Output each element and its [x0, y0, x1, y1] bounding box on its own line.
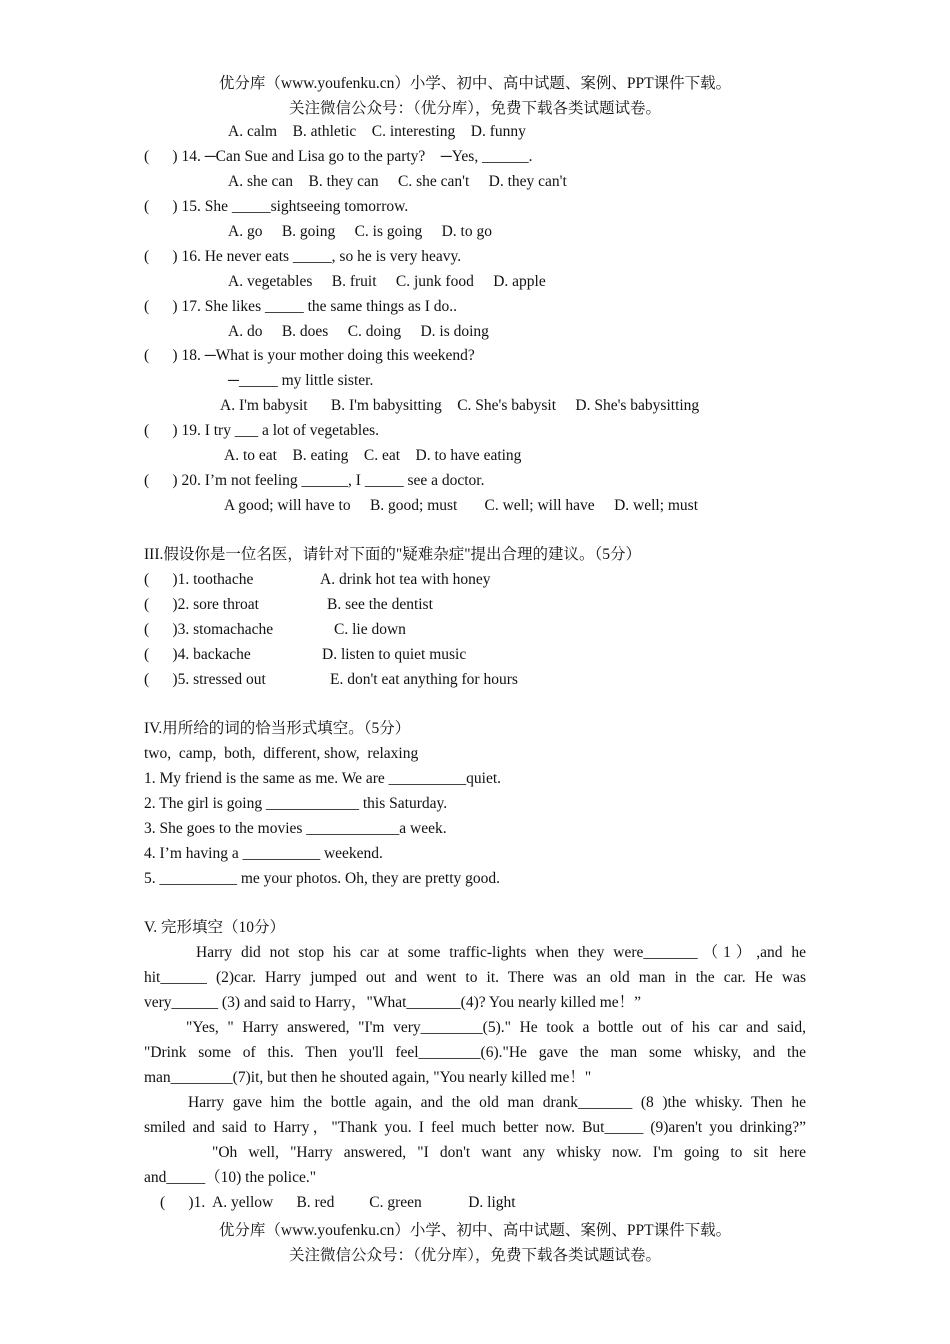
s3-row-5-right: E. don't eat anything for hours	[330, 671, 518, 688]
q15-options: A. go B. going C. is going D. to go	[228, 223, 492, 240]
footer-line-1: 优分库（www.youfenku.cn）小学、初中、高中试题、案例、PPT课件下载。	[218, 1222, 732, 1239]
q15-stem: ( ) 15. She _____sightseeing tomorrow.	[144, 198, 409, 215]
passage-p1-line-1: Harry did not stop his car at some traffic-lights when they were_______（1）,and he	[196, 944, 806, 961]
section-3-title: III.假设你是一位名医，请针对下面的"疑难杂症"提出合理的建议。（5分）	[144, 546, 642, 563]
footer-line-2: 关注微信公众号：（优分库），免费下载各类试题试卷。	[288, 1247, 661, 1264]
passage-p1-line-2: hit______ (2)car. Harry jumped out and went to it. There was an old man in the car. He was	[144, 969, 806, 986]
q14-stem: ( ) 14. ─Can Sue and Lisa go to the party? ─Yes, ______.	[144, 148, 533, 165]
s3-row-1-right: A. drink hot tea with honey	[320, 571, 491, 588]
passage-p3-line-2: smiled and said to Harry，"Thank you. I feel much better now. But_____ (9)aren't you drinking?”	[144, 1119, 806, 1136]
q19-stem: ( ) 19. I try ___ a lot of vegetables.	[144, 422, 380, 439]
q14-options: A. she can B. they can C. she can't D. they can't	[228, 173, 567, 190]
s4-item-2: 2. The girl is going ____________ this Saturday.	[144, 795, 448, 812]
s4-item-3: 3. She goes to the movies ____________a week.	[144, 820, 447, 837]
q13-options: A. calm B. athletic C. interesting D. funny	[228, 123, 526, 140]
section-5-title: V. 完形填空（10分）	[144, 919, 285, 936]
s3-row-4-left: ( )4. backache	[144, 646, 251, 663]
word-bank: two, camp, both, different, show, relaxing	[144, 745, 419, 762]
passage-p3-line-1: Harry gave him the bottle again, and the old man drank_______ (8 )the whisky. Then he	[188, 1094, 806, 1111]
header-line-1: 优分库（www.youfenku.cn）小学、初中、高中试题、案例、PPT课件下载。	[218, 75, 732, 92]
q17-options: A. do B. does C. doing D. is doing	[228, 323, 489, 340]
passage-p4-line-2: and_____（10) the police."	[144, 1169, 317, 1186]
s3-row-3-left: ( )3. stomachache	[144, 621, 274, 638]
s3-row-2-right: B. see the dentist	[327, 596, 433, 613]
passage-p1-line-3: very______ (3) and said to Harry，"What_______(4)? You nearly killed me！”	[144, 994, 642, 1011]
q20-stem: ( ) 20. I’m not feeling ______, I _____ see a doctor.	[144, 472, 485, 489]
s4-item-5: 5. __________ me your photos. Oh, they are pretty good.	[144, 870, 501, 887]
s4-item-4: 4. I’m having a __________ weekend.	[144, 845, 383, 862]
passage-p2-line-1: "Yes, " Harry answered, "I'm very________(5)." He took a bottle out of his car and said,	[186, 1019, 806, 1036]
s3-row-2-left: ( )2. sore throat	[144, 596, 259, 613]
q18-stem: ( ) 18. ─What is your mother doing this weekend?	[144, 347, 475, 364]
passage-p4-line-1: "Oh well, "Harry answered, "I don't want any whisky now. I'm going to sit here	[212, 1144, 806, 1161]
passage-p2-line-3: man________(7)it, but then he shouted again, "You nearly killed me！"	[144, 1069, 592, 1086]
cloze-q1: ( )1. A. yellow B. red C. green D. light	[160, 1194, 516, 1211]
q19-options: A. to eat B. eating C. eat D. to have eating	[224, 447, 522, 464]
q17-stem: ( ) 17. She likes _____ the same things as I do..	[144, 298, 457, 315]
s3-row-3-right: C. lie down	[334, 621, 406, 638]
q18-line-2: ─_____ my little sister.	[228, 372, 374, 389]
passage-p2-line-2: "Drink some of this. Then you'll feel________(6)."He gave the man some whisky, and the	[144, 1044, 806, 1061]
s4-item-1: 1. My friend is the same as me. We are __________quiet.	[144, 770, 502, 787]
q18-options: A. I'm babysit B. I'm babysitting C. She's babysit D. She's babysitting	[220, 397, 700, 414]
s3-row-4-right: D. listen to quiet music	[322, 646, 467, 663]
s3-row-1-left: ( )1. toothache	[144, 571, 254, 588]
s3-row-5-left: ( )5. stressed out	[144, 671, 266, 688]
q16-options: A. vegetables B. fruit C. junk food D. apple	[228, 273, 546, 290]
header-line-2: 关注微信公众号：（优分库），免费下载各类试题试卷。	[288, 100, 661, 117]
q16-stem: ( ) 16. He never eats _____, so he is very heavy.	[144, 248, 462, 265]
section-4-title: IV.用所给的词的恰当形式填空。（5分）	[144, 720, 411, 737]
q20-options: A good; will have to B. good; must C. well; will have D. well; must	[224, 497, 699, 514]
